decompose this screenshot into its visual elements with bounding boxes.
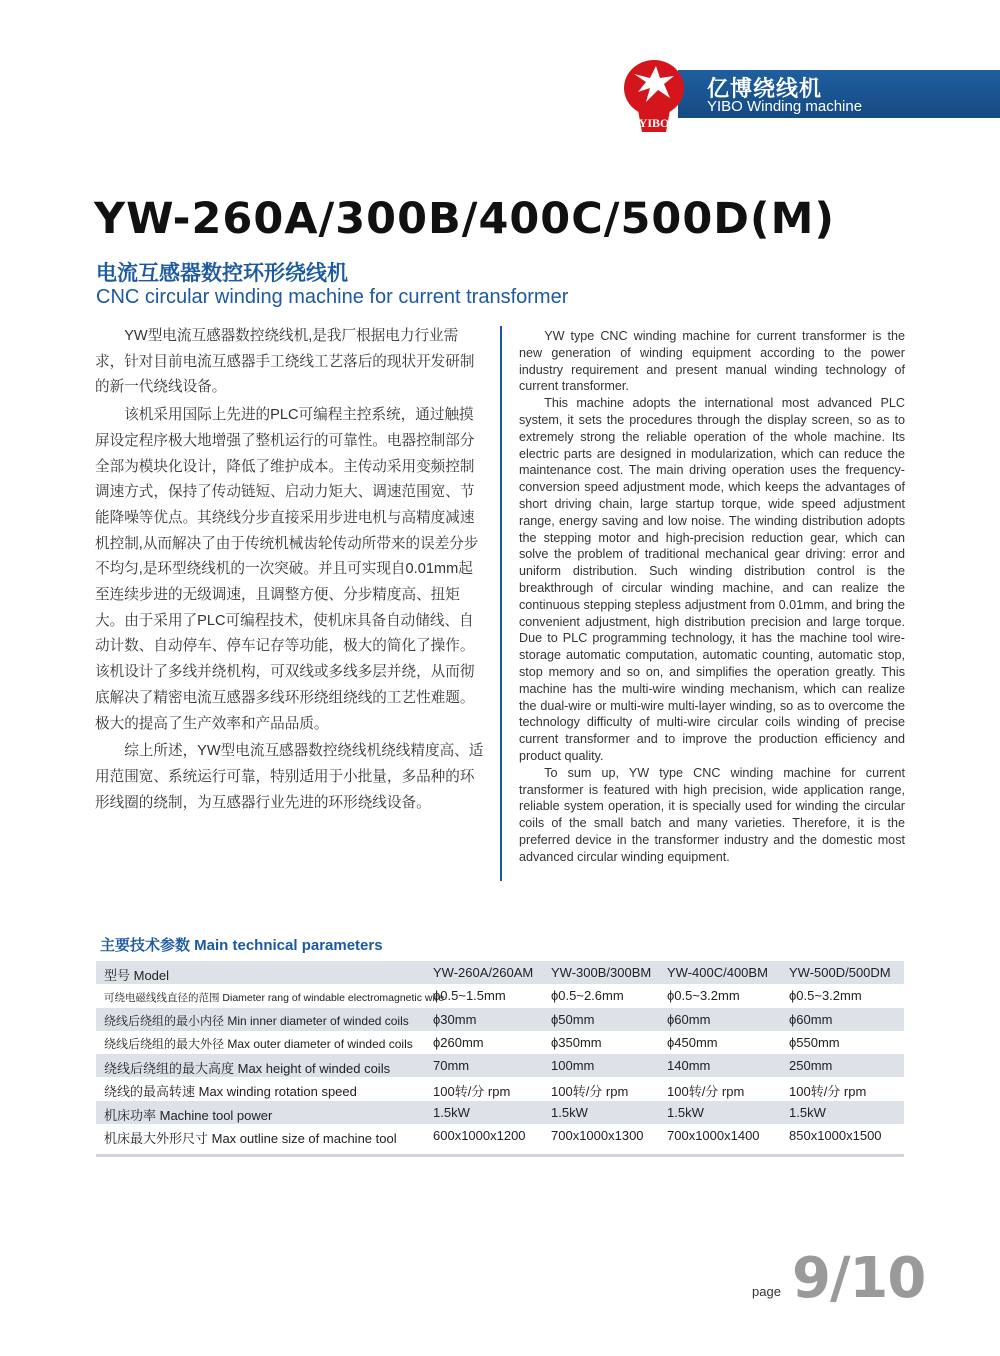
body-en-paragraph: This machine adopts the international most advanced PLC system, it sets the procedures through the display screen, so as to extremely strong the reliable operation of the whole machine. Its electric parts are designed in modularization, which can reduce the maintenance cost. The main driving operation uses the frequency-conversion speed adjustment mode, which keeps the advantages of short driving chain, large startup torque, wide speed adjustment range, energy saving and low noise. The winding distribution adopts the stepping motor and high-precision reduction gear, which can solve the problem of traditional mechanical gear driving: error and uniform distribution. Such winding distribution control is the breakthrough of circular winding machine, and can realize the continuous stepping stepless adjustment from 0.01mm, and bring the convenient adjustment, high distribution precision and large torque. Due to PLC programming technology, it has the machine tool wire-storage automatic computation, automatic counting, automatic stop, stop memory and so on, and simplifies the operation greatly. This machine has the multi-wire winding mechanism, which can realize the dual-wire or multi-wire multi-layer winding, so as to overcome the technology difficulty of multi-wire circular coils winding of precise current transformer and to improve the production efficiency and product quality.	[519, 396, 905, 763]
table-cell: ϕ30mm	[433, 1011, 477, 1027]
table-row	[96, 1077, 904, 1100]
params-title: 主要技术参数 Main technical parameters	[100, 937, 383, 954]
table-row	[96, 1008, 904, 1031]
table-cell: 绕线后绕组的最大外径 Max outer diameter of winded coils	[104, 1036, 413, 1051]
table-cell: 1.5kW	[433, 1104, 470, 1120]
page-number: 9/10	[792, 1246, 926, 1311]
table-cell: ϕ450mm	[667, 1034, 718, 1050]
table-cell: 250mm	[789, 1058, 833, 1074]
table-cell: 1.5kW	[551, 1104, 588, 1120]
table-cell: 100转/分 rpm	[667, 1084, 745, 1100]
table-cell: ϕ60mm	[667, 1011, 711, 1027]
table-cell: 1.5kW	[667, 1104, 704, 1120]
table-cell: 绕线的最高转速 Max winding rotation speed	[104, 1084, 357, 1100]
table-cell: 100转/分 rpm	[789, 1084, 867, 1100]
table-cell: 140mm	[667, 1058, 711, 1074]
table-row	[96, 1054, 904, 1077]
column-divider	[500, 326, 502, 881]
body-cn-paragraph: 综上所述，YW型电流互感器数控绕线机绕线精度高、适用范围宽、系统运行可靠，特别适用于小批量，多品种的环形线圈的绕制，为互感器行业先进的环形绕线设备。	[95, 743, 484, 811]
table-header-cell: YW-400C/400BM	[667, 965, 768, 980]
table-cell: 100mm	[551, 1058, 595, 1074]
table-cell: ϕ60mm	[789, 1011, 833, 1027]
table-cell: ϕ0.5~3.2mm	[667, 988, 740, 1004]
page-title: YW-260A/300B/400C/500D(M)	[94, 194, 836, 244]
table-header-row	[96, 961, 904, 984]
page-label: page	[752, 1284, 781, 1299]
table-header-cell: YW-260A/260AM	[433, 965, 534, 980]
yibo-logo-icon	[616, 52, 690, 138]
table-cell: 100转/分 rpm	[433, 1084, 511, 1100]
table-cell: 1.5kW	[789, 1104, 826, 1120]
body-en-paragraph: YW type CNC winding machine for current transformer is the new generation of winding equipment according to the power industry requirement and present manual winding technology of current transformer.	[519, 329, 905, 394]
brand-name-en: YIBO Winding machine	[707, 98, 863, 115]
table-cell: ϕ0.5~1.5mm	[433, 988, 506, 1004]
subtitle-cn: 电流互感器数控环形绕线机	[96, 262, 348, 285]
table-cell: 机床功率 Machine tool power	[104, 1107, 273, 1123]
table-cell: 绕线后绕组的最大高度 Max height of winded coils	[104, 1061, 391, 1077]
table-row	[96, 1124, 904, 1147]
body-cn-column	[95, 324, 485, 818]
table-cell: 700x1000x1300	[551, 1128, 644, 1144]
table-cell: 850x1000x1500	[789, 1128, 882, 1144]
table-header-cell: YW-300B/300BM	[551, 965, 652, 980]
table-cell: ϕ350mm	[551, 1034, 602, 1050]
table-cell: 绕线后绕组的最小内径 Min inner diameter of winded coils	[104, 1013, 409, 1028]
table-cell: 100转/分 rpm	[551, 1084, 629, 1100]
logo-text: YIBO	[638, 116, 670, 130]
body-en-column	[519, 328, 905, 866]
table-cell: 可绕电磁线线直径的范围 Diameter rang of windable electromagnetic wire	[104, 992, 445, 1005]
table-row	[96, 1101, 904, 1124]
table-cell: 机床最大外形尺寸 Max outline size of machine tool	[104, 1131, 397, 1147]
table-header-cell: 型号 Model	[104, 968, 170, 983]
table-cell: 700x1000x1400	[667, 1128, 760, 1144]
body-en-paragraph: To sum up, YW type CNC winding machine for current transformer is featured with high precision, wide application range, reliable system operation, it is specially used for winding the circular coils of the small batch and many varieties. Therefore, it is the preferred device in the transformer industry and the domestic most advanced circular winding equipment.	[519, 765, 905, 864]
brand-name-cn: 亿博绕线机	[707, 76, 823, 101]
table-header-cell: YW-500D/500DM	[789, 965, 891, 980]
table-bottom-rule	[96, 1154, 904, 1157]
table-row	[96, 984, 904, 1007]
table-cell: ϕ550mm	[789, 1034, 840, 1050]
params-table	[96, 961, 904, 1147]
body-cn-paragraph: 该机采用国际上先进的PLC可编程主控系统，通过触摸屏设定程序极大地增强了整机运行的可靠性。电器控制部分全部为模块化设计，降低了维护成本。主传动采用变频控制调速方式，保持了传动链短、启动力矩大、调速范围宽、节能降噪等优点。其绕线分步直接采用步进电机与高精度减速机控制,从而解决了由于传统机械齿轮传动所带来的误差分步不均匀,是环型绕线机的一次突破。并且可实现自0.01mm起至连续步进的无级调速，且调整方便、分步精度高、扭矩大。由于采用了PLC可编程技术，使机床具备自动储线、自动计数、自动停车、停车记存等功能，极大的简化了操作。该机设计了多线并绕机构，可双线或多线多层并绕，从而彻底解决了精密电流互感器多线环形绕组绕线的工艺性难题。极大的提高了生产效率和产品品质。	[95, 407, 479, 732]
table-cell: 70mm	[433, 1058, 470, 1074]
table-cell: ϕ50mm	[551, 1011, 595, 1027]
body-cn-paragraph: YW型电流互感器数控绕线机,是我厂根据电力行业需求，针对目前电流互感器手工绕线工艺落后的现状开发研制的新一代绕线设备。	[95, 328, 475, 396]
table-cell: 600x1000x1200	[433, 1128, 526, 1144]
table-cell: ϕ260mm	[433, 1034, 484, 1050]
table-cell: ϕ0.5~2.6mm	[551, 988, 624, 1004]
subtitle-en: CNC circular winding machine for current transformer	[96, 286, 569, 308]
table-row	[96, 1031, 904, 1054]
table-cell: ϕ0.5~3.2mm	[789, 988, 862, 1004]
